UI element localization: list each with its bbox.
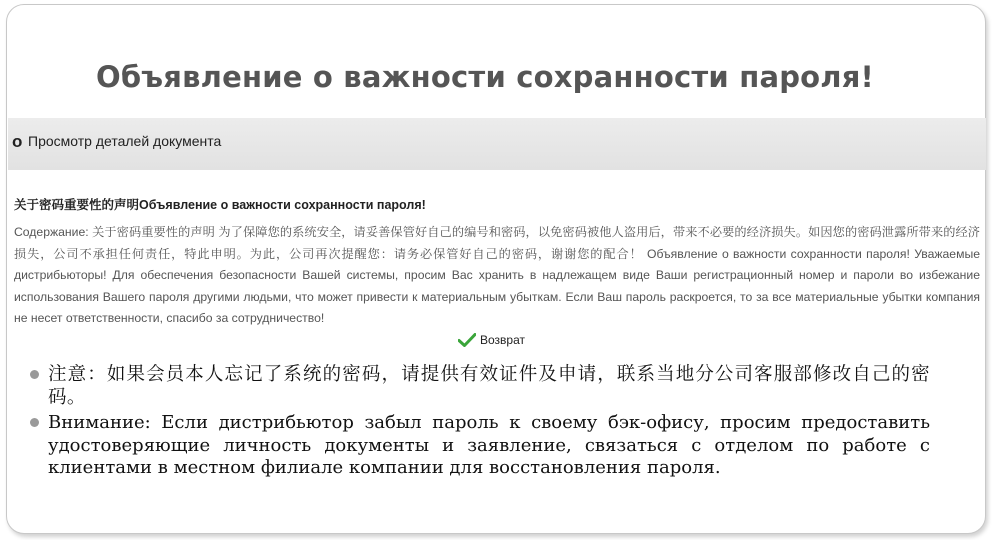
- note-item-ru: [30, 412, 930, 480]
- note-text-ru: Внимание: Если дистрибьютор забыл пароль к своему бэк-офису, просим предоставить удостоверяющие личность документы и заявление, связаться с отделом по работе с клиентами в местном филиале компании для восстановления пароля.: [48, 412, 930, 478]
- bullet-icon: [30, 370, 39, 379]
- document-heading: [14, 195, 984, 213]
- document-body: Содержание: 关于密码重要性的声明 为了保障您的系统安全，请妥善保管好自己的编号和密码，以免密码被他人盗用后，带来不必要的经济损失。如因您的密码泄露所带来的经济损失，公司不承担任何责任，特此申明。为此，公司再次提醒您：请务必保管好自己的密码，谢谢您的配合！ Объявление о важности сохранности пароля! Уважаемые дистрибьюторы! Для обеспечения безопасности Вашей системы, просим Вас хранить в надлежащем виде Ваши регистрационный номер и пароли во избежание использования Вашего пароля другими людьми, что может привести к материальным убыткам. Если Ваш пароль раскроется, то за все материальные убытки компания не несет ответственности, спасибо за сотрудничество!: [14, 225, 980, 325]
- checkmark-icon: [458, 333, 476, 347]
- document-heading-ru: Объявление о важности сохранности пароля!: [139, 198, 426, 212]
- header-title: Просмотр деталей документа: [28, 133, 222, 149]
- notes-list: [30, 364, 930, 483]
- back-button-label: Возврат: [480, 333, 525, 347]
- note-item-cn: [30, 364, 930, 409]
- header-bullet: o: [12, 132, 23, 151]
- document-heading-cn: 关于密码重要性的声明: [14, 198, 140, 212]
- slide-title: Объявление о важности сохранности пароля!: [95, 60, 874, 94]
- note-text-cn: 注意：如果会员本人忘记了系统的密码，请提供有效证件及申请，联系当地分公司客服部修改自己的密码。: [48, 364, 930, 408]
- document-view-header: [8, 118, 986, 170]
- back-button[interactable]: [458, 333, 525, 347]
- bullet-icon: [30, 418, 39, 427]
